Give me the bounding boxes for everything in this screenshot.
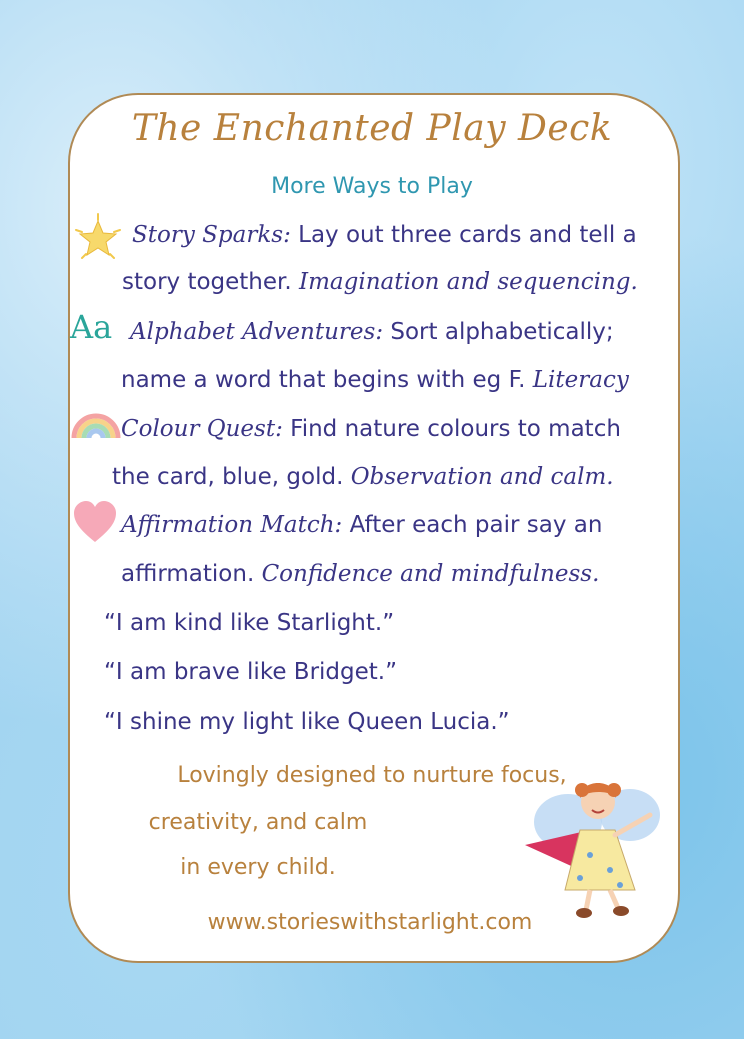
story-sparks-line2	[122, 269, 638, 295]
star-icon	[72, 212, 124, 264]
website-link[interactable]: www.storieswithstarlight.com	[207, 910, 533, 935]
alphabet-skill: Literacy	[532, 367, 629, 393]
affirmation-line1	[121, 512, 602, 538]
affirmation-text2: affirmation.	[121, 561, 262, 587]
colour-quest-skill: Observation and calm.	[350, 464, 614, 490]
affirmation-heading: Affirmation Match:	[121, 512, 343, 538]
alphabet-line1	[130, 319, 614, 345]
heart-icon	[72, 500, 118, 544]
affirmation-skill: Confidence and mindfulness.	[261, 561, 600, 587]
rainbow-icon	[70, 404, 122, 440]
page-title: The Enchanted Play Deck	[131, 108, 613, 149]
alphabet-text1: Sort alphabetically;	[383, 319, 614, 345]
closing-line-2: creativity, and calm	[148, 810, 368, 835]
story-sparks-heading: Story Sparks:	[132, 222, 291, 248]
story-sparks-skill: Imagination and sequencing.	[299, 269, 638, 295]
closing-line-3: in every child.	[180, 855, 336, 880]
story-sparks-line1	[132, 222, 637, 248]
story-sparks-text2: story together.	[122, 269, 300, 295]
closing-line-1: Lovingly designed to nurture focus,	[177, 763, 567, 788]
fairy-illustration	[520, 760, 670, 920]
alphabet-line2	[121, 367, 629, 393]
colour-quest-text2: the card, blue, gold.	[112, 464, 351, 490]
story-sparks-text1: Lay out three cards and tell a	[290, 222, 637, 248]
alphabet-heading: Alphabet Adventures:	[130, 319, 384, 345]
colour-quest-heading: Colour Quest:	[121, 416, 283, 442]
colour-quest-line2	[112, 464, 614, 490]
alphabet-text2: name a word that begins with eg F.	[121, 367, 533, 393]
affirmation-line2	[121, 561, 599, 587]
page-subtitle: More Ways to Play	[271, 174, 473, 199]
alphabet-icon: Aa	[70, 308, 113, 346]
affirmation-quote-1: “I am kind like Starlight.”	[104, 610, 395, 636]
affirmation-text1: After each pair say an	[342, 512, 603, 538]
colour-quest-text1: Find nature colours to match	[282, 416, 621, 442]
affirmation-quote-3: “I shine my light like Queen Lucia.”	[104, 709, 510, 735]
colour-quest-line1	[121, 416, 621, 442]
affirmation-quote-2: “I am brave like Bridget.”	[104, 659, 398, 685]
